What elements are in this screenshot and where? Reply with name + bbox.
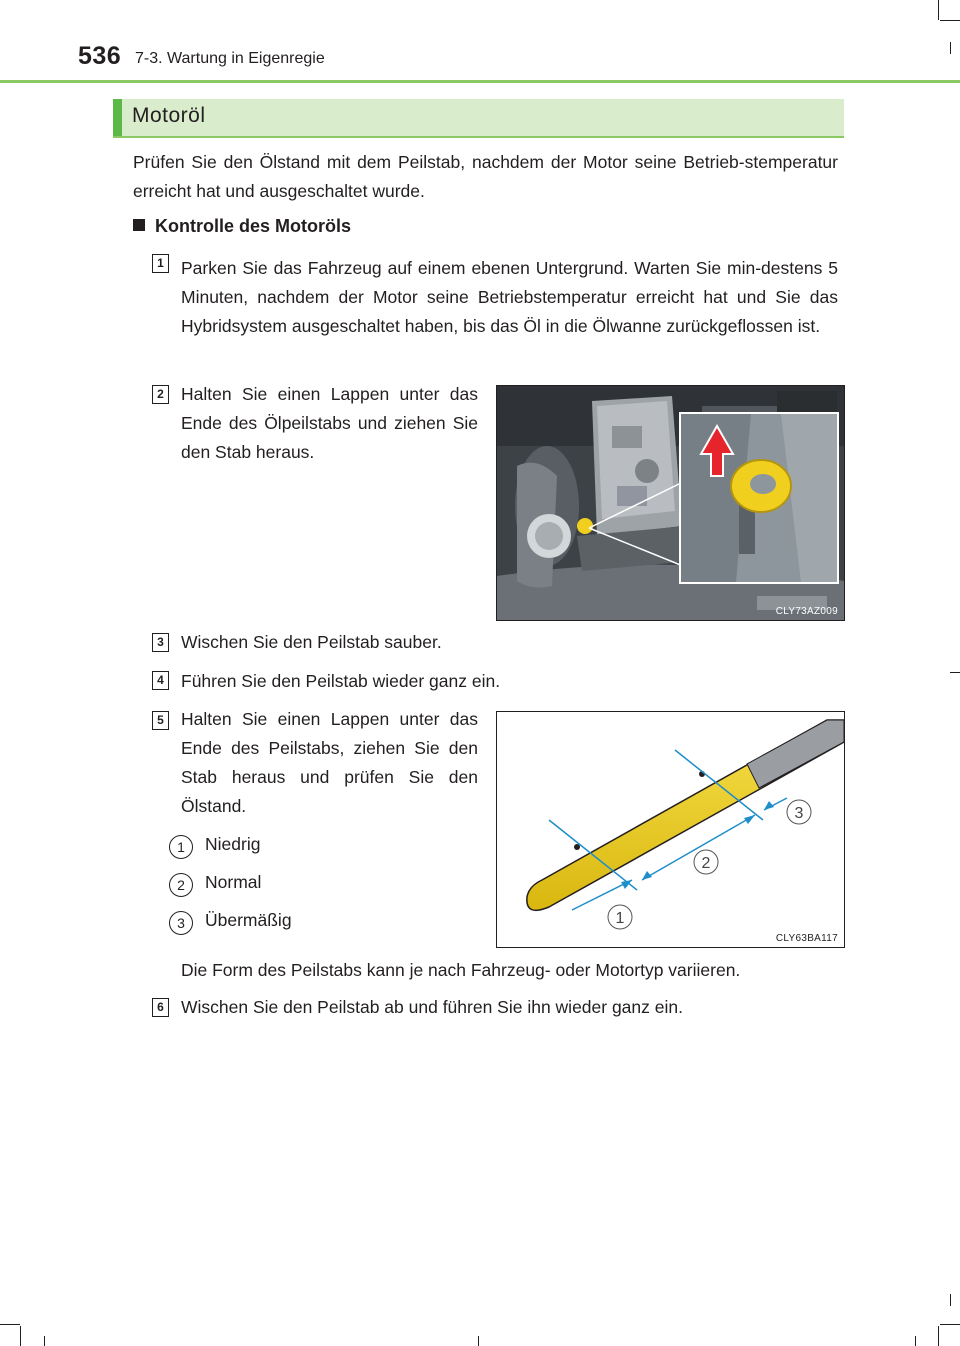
level-label-1: Niedrig	[205, 834, 261, 854]
intro-paragraph: Prüfen Sie den Ölstand mit dem Peilstab, nachdem der Motor seine Betrieb-stemperatur erreicht hat und ausgeschaltet wurde.	[133, 152, 838, 201]
crop-mark	[950, 672, 960, 673]
step-3-text: Wischen Sie den Peilstab sauber.	[181, 632, 442, 652]
step-number-3: 3	[152, 633, 169, 652]
step-number-6: 6	[152, 998, 169, 1017]
crop-mark	[478, 1336, 479, 1346]
engine-figure	[496, 385, 845, 621]
crop-mark	[950, 42, 951, 54]
subheading-text: Kontrolle des Motoröls	[155, 216, 352, 236]
dipstick-figure-code: CLY63BA117	[775, 933, 838, 944]
engine-figure-code: CLY73AZ009	[775, 606, 838, 617]
section-title-bar	[113, 99, 844, 138]
step-number-4: 4	[152, 671, 169, 690]
level-number-2: 2	[169, 873, 193, 897]
level-number-3: 3	[169, 911, 193, 935]
level-label-2: Normal	[205, 872, 262, 892]
step-number-1: 1	[152, 254, 169, 273]
crop-mark	[915, 1336, 916, 1346]
step-number-5: 5	[152, 711, 169, 730]
crop-mark	[938, 1326, 939, 1346]
shape-note: Die Form des Peilstabs kann je nach Fahrzeug- oder Motortyp variieren.	[181, 960, 741, 980]
dipstick-figure	[496, 711, 845, 948]
dipstick-inset	[679, 412, 839, 584]
step-6-text: Wischen Sie den Peilstab ab und führen Sie ihn wieder ganz ein.	[181, 997, 683, 1017]
section-title: Motoröl	[132, 104, 206, 127]
crop-mark	[950, 1294, 951, 1306]
crop-mark	[44, 1336, 45, 1346]
callout-1: 1	[615, 910, 625, 927]
step-number-2: 2	[152, 385, 169, 404]
crop-mark	[940, 20, 960, 21]
crop-mark	[0, 1324, 20, 1325]
callout-3: 3	[794, 805, 804, 822]
dipstick-illustration	[497, 712, 844, 947]
page-number: 536	[78, 42, 122, 70]
crop-mark	[20, 1326, 21, 1346]
level-number-1: 1	[169, 835, 193, 859]
step-5-text: Halten Sie einen Lappen unter das Ende des Peilstabs, ziehen Sie den Stab heraus und prüfen Sie den Ölstand.	[181, 709, 478, 816]
header-rule	[0, 80, 960, 83]
callout-2: 2	[701, 855, 711, 872]
square-bullet-icon	[133, 219, 145, 231]
subheading	[133, 216, 351, 237]
crop-mark	[938, 0, 939, 20]
level-label-3: Übermäßig	[205, 910, 292, 930]
section-breadcrumb: 7-3. Wartung in Eigenregie	[135, 50, 325, 67]
dipstick-inset-illustration	[681, 414, 837, 582]
step-4-text: Führen Sie den Peilstab wieder ganz ein.	[181, 671, 501, 691]
title-accent	[113, 99, 122, 136]
crop-mark	[940, 1324, 960, 1325]
step-2-text: Halten Sie einen Lappen unter das Ende des Ölpeilstabs und ziehen Sie den Stab heraus.	[181, 384, 478, 462]
step-1-text: Parken Sie das Fahrzeug auf einem ebenen Untergrund. Warten Sie min-destens 5 Minuten, nachdem der Motor seine Betriebstemperatur erreicht hat und Sie das Hybridsystem ausgeschaltet haben, bis das Öl in die Ölwanne zurückgeflossen ist.	[181, 258, 838, 336]
